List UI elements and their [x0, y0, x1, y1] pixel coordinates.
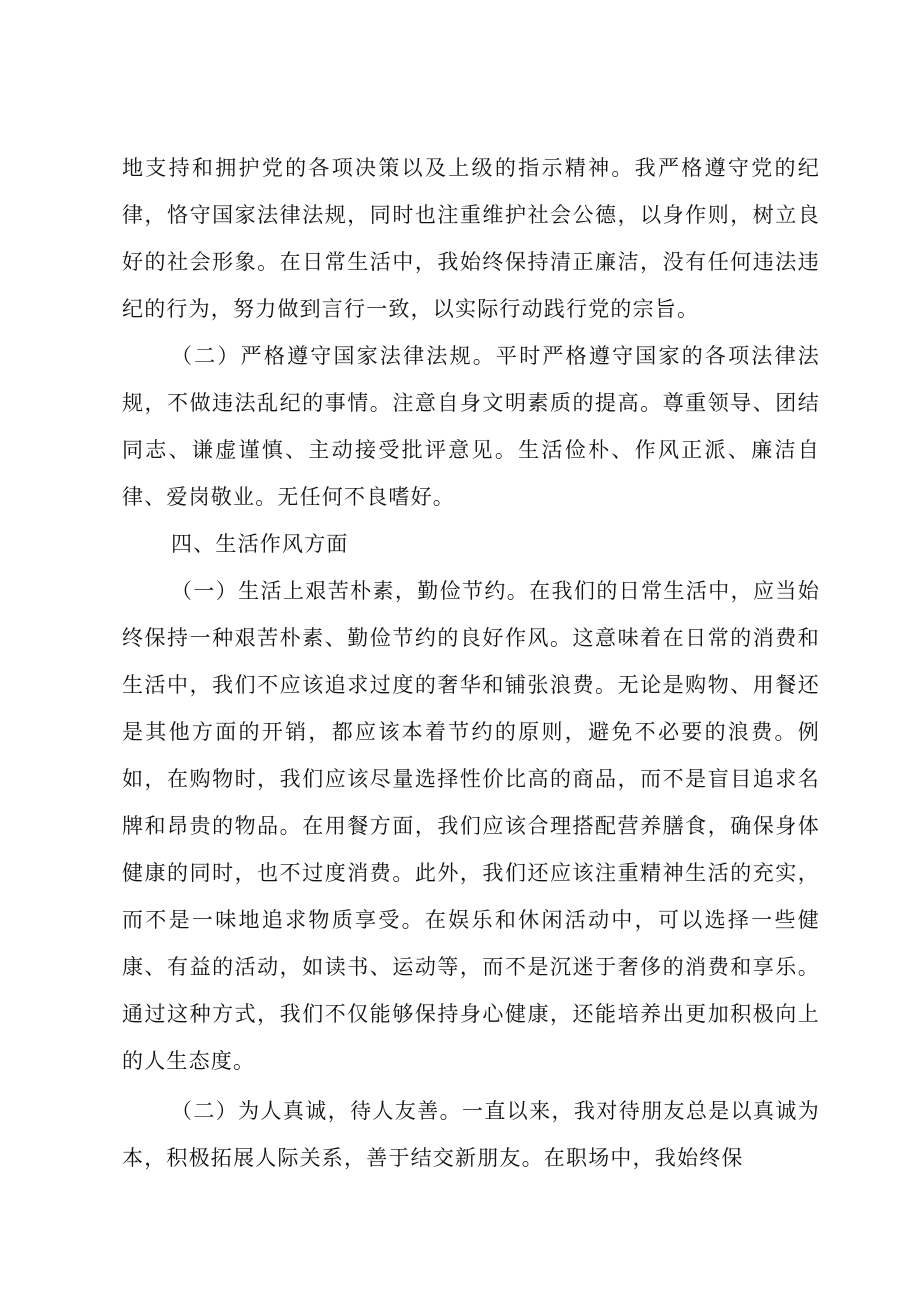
section-heading-life-style: 四、生活作风方面 [171, 532, 349, 556]
document-body [122, 145, 820, 1182]
paragraph-continued: 地支持和拥护党的各项决策以及上级的指示精神。我严格遵守党的纪律，恪守国家法律法规，同时也注重维护社会公德，以身作则，树立良好的社会形象。在日常生活中，我始终保持清正廉洁，没有任何违法违纪的行为，努力做到言行一致，以实际行动践行党的宗旨。 [122, 156, 820, 321]
paragraph-frugal-living: （一）生活上艰苦朴素，勤俭节约。在我们的日常生活中，应当始终保持一种艰苦朴素、勤俭节约的良好作风。这意味着在日常的消费和生活中，我们不应该追求过度的奢华和铺张浪费。无论是购物、用餐还是其他方面的开销，都应该本着节约的原则，避免不必要的浪费。例如，在购物时，我们应该尽量选择性价比高的商品，而不是盲目追求名牌和昂贵的物品。在用餐方面，我们应该合理搭配营养膳食，确保身体健康的同时，也不过度消费。此外，我们还应该注重精神生活的充实，而不是一味地追求物质享受。在娱乐和休闲活动中，可以选择一些健康、有益的活动，如读书、运动等，而不是沉迷于奢侈的消费和享乐。通过这种方式，我们不仅能够保持身心健康，还能培养出更加积极向上的人生态度。 [122, 579, 820, 1073]
paragraph-law-compliance: （二）严格遵守国家法律法规。平时严格遵守国家的各项法律法规，不做违法乱纪的事情。注意自身文明素质的提高。尊重领导、团结同志、谦虚谨慎、主动接受批评意见。生活俭朴、作风正派、廉洁自律、爱岗敬业。无任何不良嗜好。 [122, 344, 820, 509]
paragraph-sincere-friendly: （二）为人真诚，待人友善。一直以来，我对待朋友总是以真诚为本，积极拓展人际关系，善于结交新朋友。在职场中，我始终保 [122, 1099, 820, 1170]
